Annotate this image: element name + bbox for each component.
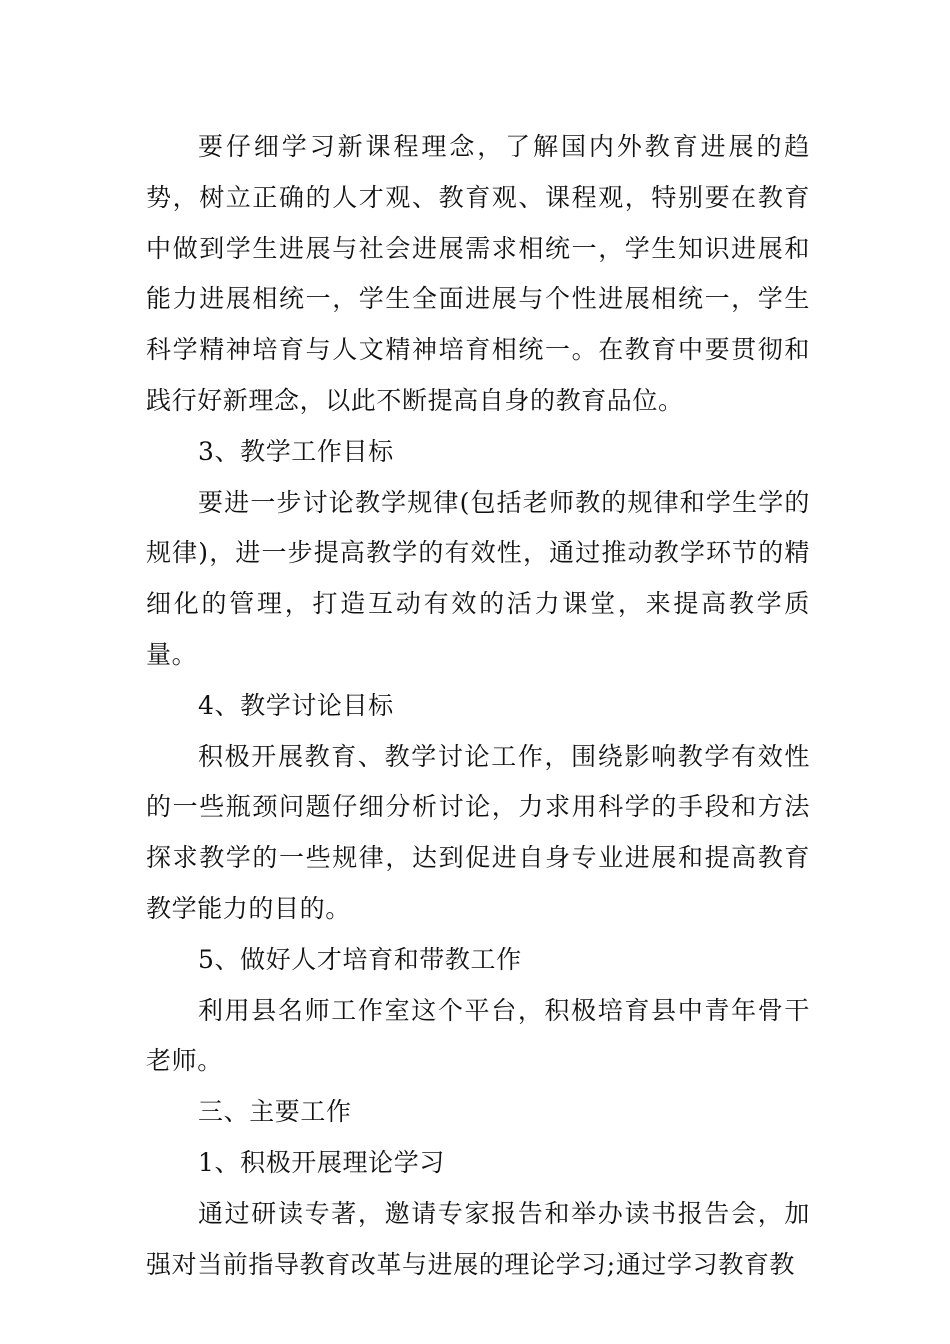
paragraph-curriculum-concepts: 要仔细学习新课程理念，了解国内外教育进展的趋势，树立正确的人才观、教育观、课程观，特别要在教育中做到学生进展与社会进展需求相统一，学生知识进展和能力进展相统一，学生全面进展与个性进展相统一，学生科学精神培育与人文精神培育相统一。在教育中要贯彻和践行好新理念，以此不断提高自身的教育品位。 [146,132,810,415]
document-body [146,122,810,1290]
heading-teaching-research-goals: 4、教学讨论目标 [198,690,394,720]
heading-teaching-work-goals: 3、教学工作目标 [198,436,394,466]
paragraph-research-work: 积极开展教育、教学讨论工作，围绕影响教学有效性的一些瓶颈问题仔细分析讨论，力求用科学的手段和方法探求教学的一些规律，达到促进自身专业进展和提高教育教学能力的目的。 [146,741,810,923]
heading-theory-study: 1、积极开展理论学习 [198,1147,445,1177]
paragraph-studio-platform: 利用县名师工作室这个平台，积极培育县中青年骨干老师。 [146,995,810,1076]
paragraph-reading-reports: 通过研读专著，邀请专家报告和举办读书报告会，加强对当前指导教育改革与进展的理论学习;通过学习教育教 [146,1198,810,1279]
heading-main-work: 三、主要工作 [198,1097,352,1127]
heading-talent-training: 5、做好人才培育和带教工作 [198,944,522,974]
paragraph-teaching-rules: 要进一步讨论教学规律(包括老师教的规律和学生学的规律)，进一步提高教学的有效性，通过推动教学环节的精细化的管理，打造互动有效的活力课堂，来提高教学质量。 [146,487,810,669]
